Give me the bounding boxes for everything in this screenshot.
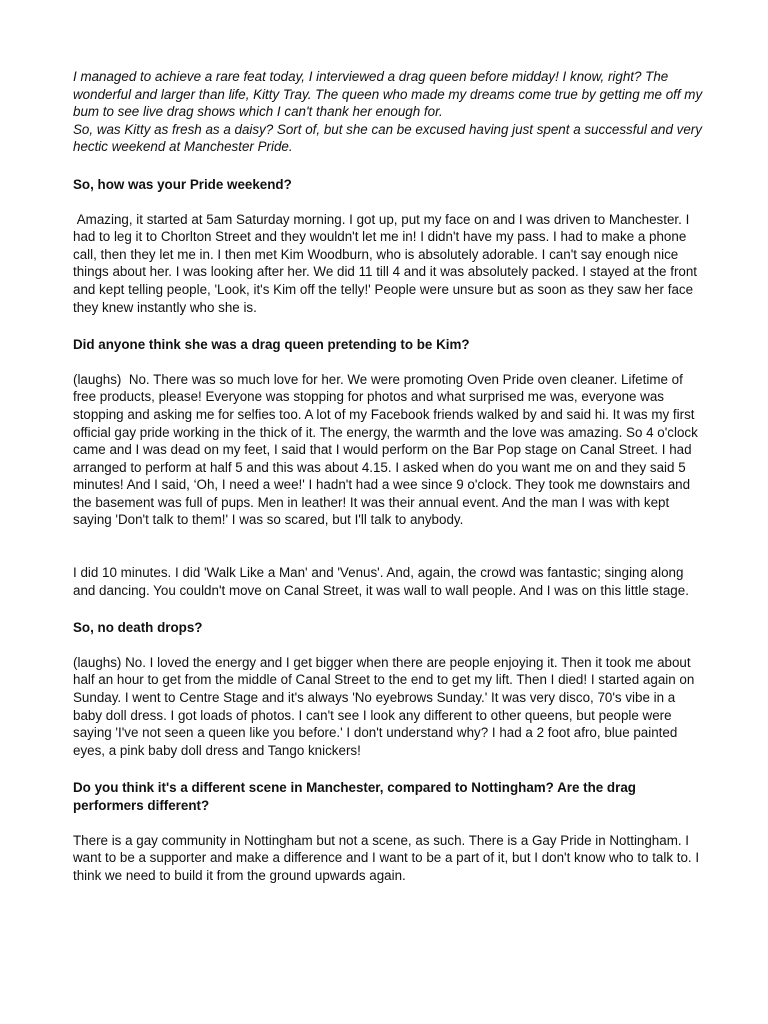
intro (73, 68, 706, 156)
interview-answer: (laughs) No. There was so much love for her. We were promoting Oven Pride oven cleaner. Lifetime of free products, please! Everyone was stopping for photos and what surprised me was, everyone was stopping and asking me for selfies too. A lot of my Facebook friends walked by and said hi. It was my first official gay pride working in the thick of it. The energy, the warmth and the love was amazing. So 4 o'clock came and I was dead on my feet, I said that I would perform on the Bar Pop stage on Canal Street. I had arranged to perform at half 5 and this was about 4.15. I asked when do you want me on and they said 5 minutes! And I said, ‘Oh, I need a wee!' I hadn't had a wee since 9 o'clock. They took me downstairs and the basement was full of pups. Men in leather! It was their annual event. And the man I was with kept saying 'Don't talk to them!' I was so scared, but I'll talk to anybody. (73, 371, 702, 528)
interview-question: Do you think it's a different scene in Manchester, compared to Nottingham? Are the drag performers different? (73, 780, 640, 813)
interview-question: So, no death drops? (73, 620, 203, 636)
document-page (73, 68, 706, 884)
interview-question: So, how was your Pride weekend? (73, 176, 292, 192)
intro-paragraph: I managed to achieve a rare feat today, I interviewed a drag queen before midday! I know, right? The wonderful and larger than life, Kitty Tray. The queen who made my dreams come true by getting me off my bum to see live drag shows which I can't thank her enough for. (73, 69, 706, 120)
interview-question: Did anyone think she was a drag queen pretending to be Kim? (73, 337, 470, 353)
interview-answer: I did 10 minutes. I did 'Walk Like a Man' and 'Venus'. And, again, the crowd was fantastic; singing along and dancing. You couldn't move on Canal Street, it was wall to wall people. And I was on this little stage. (73, 565, 689, 598)
interview-answer: (laughs) No. I loved the energy and I get bigger when there are people enjoying it. Then it took me about half an hour to get from the middle of Canal Street to the end to get my lift. Then I died! I started again on Sunday. I went to Centre Stage and it's always 'No eyebrows Sunday.' It was very disco, 70's vibe in a baby doll dress. I got loads of photos. I can't see I look any different to other queens, but people were saying 'I've not seen a queen like you before.' I don't understand why? I had a 2 foot afro, blue painted eyes, a pink baby doll dress and Tango knickers! (73, 654, 699, 758)
intro-paragraph: So, was Kitty as fresh as a daisy? Sort of, but she can be excused having just spent a successful and very hectic weekend at Manchester Pride. (73, 121, 706, 155)
interview-answer: There is a gay community in Nottingham but not a scene, as such. There is a Gay Pride in Nottingham. I want to be a supporter and make a difference and I want to be a part of it, but I don't know who to talk to. I think we need to build it from the ground upwards again. (73, 832, 703, 883)
interview-answer: Amazing, it started at 5am Saturday morning. I got up, put my face on and I was driven to Manchester. I had to leg it to Chorlton Street and they wouldn't let me in! I didn't have my pass. I had to make a phone call, then they let me in. I then met Kim Woodburn, who is absolutely adorable. I can't say enough nice things about her. I was looking after her. We did 11 till 4 and it was absolutely packed. I stayed at the front and kept telling people, 'Look, it's Kim off the telly!' People were unsure but as soon as they saw her face they knew instantly who she is. (73, 211, 701, 315)
